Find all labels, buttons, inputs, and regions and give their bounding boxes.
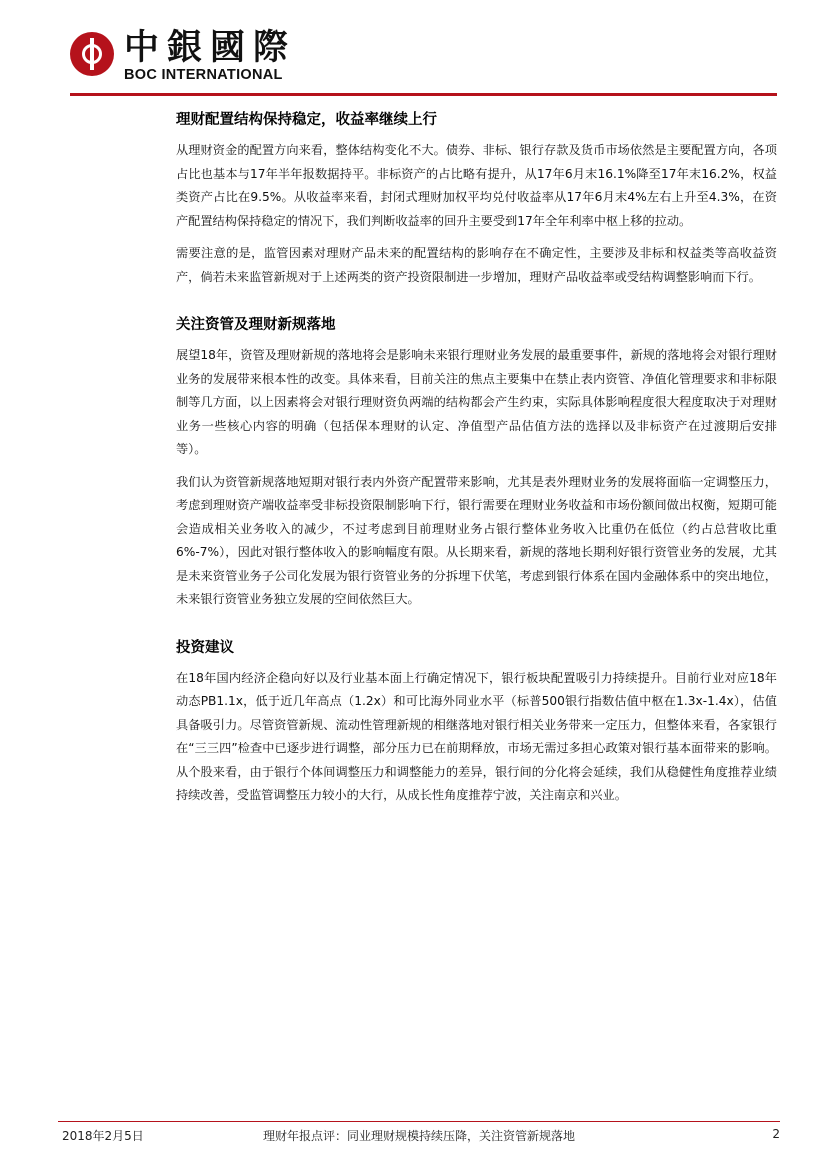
paragraph: 展望18年，资管及理财新规的落地将会是影响未来银行理财业务发展的最重要事件，新规的落地将会对银行理财业务的发展带来根本性的改变。具体来看，目前关注的焦点主要集中在禁止表内资管、净值化管理要求和非标限制等几方面，以上因素将会对银行理财资负两端的结构都会产生约束，实际具体影响程度很大程度取决于对理财业务一些核心内容的明确（包括保本理财的认定、净值型产品估值方法的选择以及非标资产在过渡期后安排等）。 xyxy=(176,348,777,456)
paragraph: 从理财资金的配置方向来看，整体结构变化不大。债券、非标、银行存款及货币市场依然是主要配置方向，各项占比也基本与17年半年报数据持平。非标资产的占比略有提升，从17年6月末16.1%降至17年末16.2%，权益类资产占比在9.5%。从收益率来看，封闭式理财加权平均兑付收益率从17年6月末4%左右上升至4.3%，在资产配置结构保持稳定的情况下，我们判断收益率的回升主要受到17年全年利率中枢上移的拉动。 xyxy=(176,143,777,228)
section-title: 理财配置结构保持稳定，收益率继续上行 xyxy=(176,112,437,128)
footer-divider xyxy=(58,1121,780,1122)
report-footer xyxy=(58,1127,780,1149)
section-title: 关注资管及理财新规落地 xyxy=(176,317,336,333)
page-number: 2 xyxy=(772,1127,780,1141)
footer-title: 理财年报点评：同业理财规模持续压降，关注资管新规落地 xyxy=(262,1129,575,1143)
report-body xyxy=(176,110,777,834)
section-title: 投资建议 xyxy=(176,639,234,656)
section-allocation xyxy=(176,110,777,289)
section-investment-advice xyxy=(176,638,777,808)
section-new-regulation xyxy=(176,315,777,612)
header-divider xyxy=(70,93,777,96)
report-header xyxy=(70,22,777,92)
boc-logo-icon xyxy=(70,32,114,76)
paragraph: 我们认为资管新规落地短期对银行表内外资产配置带来影响，尤其是表外理财业务的发展将面临一定调整压力，考虑到理财资产端收益率受非标投资限制影响下行，银行需要在理财业务收益和市场份额间做出权衡，短期可能会造成相关业务收入的减少，不过考虑到目前理财业务占银行整体业务收入比重仍在低位（约占总营收比重6%-7%），因此对银行整体收入的影响幅度有限。从长期来看，新规的落地长期利好银行资管业务的发展，尤其是未来资管业务子公司化发展为银行资管业务的分拆埋下伏笔，考虑到银行体系在国内金融体系中的突出地位，未来银行资管业务独立发展的空间依然巨大。 xyxy=(176,474,777,606)
logo-chinese-name: 中銀國際 xyxy=(124,27,297,68)
footer-date: 2018年2月5日 xyxy=(62,1129,144,1143)
paragraph: 在18年国内经济企稳向好以及行业基本面上行确定情况下，银行板块配置吸引力持续提升。目前行业对应18年动态PB1.1x，低于近几年高点（1.2x）和可比海外同业水平（标普500银行指数估值中枢在1.3x-1.4x），估值具备吸引力。尽管资管新规、流动性管理新规的相继落地对银行相关业务带来一定压力，但整体来看，各家银行在“三三四”检查中已逐步进行调整，部分压力已在前期释放，市场无需过多担心政策对银行基本面带来的影响。从个股来看，由于银行个体间调整压力和调整能力的差异，银行间的分化将会延续，我们从稳健性角度推荐业绩持续改善，受监管调整压力较小的大行，从成长性角度推荐宁波，关注南京和兴业。 xyxy=(176,670,777,802)
paragraph: 需要注意的是，监管因素对理财产品未来的配置结构的影响存在不确定性，主要涉及非标和权益类等高收益资产，倘若未来监管新规对于上述两类的资产投资限制进一步增加，理财产品收益率或受结构调整影响而下行。 xyxy=(176,246,777,284)
logo-english-name: BOC INTERNATIONAL xyxy=(124,67,283,83)
